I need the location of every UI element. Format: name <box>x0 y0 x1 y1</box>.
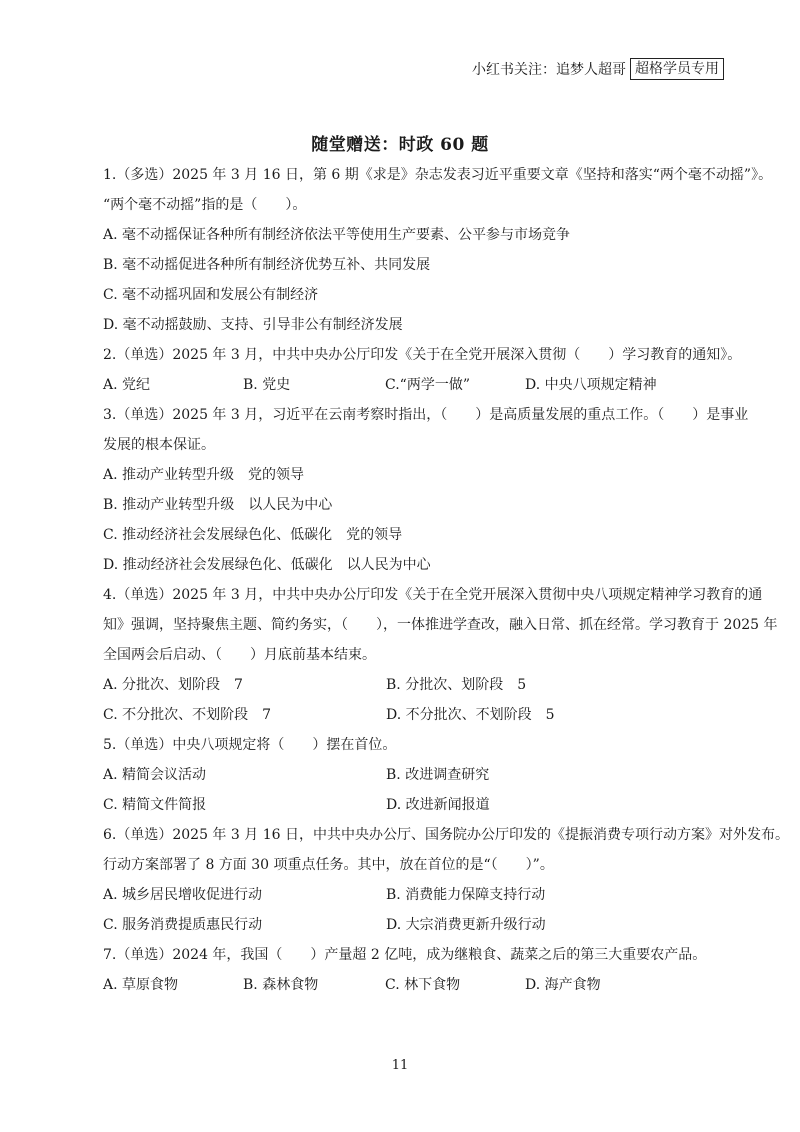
question-4 <box>103 580 778 730</box>
question-list <box>103 160 789 1000</box>
option: C. 毫不动摇巩固和发展公有制经济 <box>103 287 319 303</box>
option: B. 森林食物 <box>243 977 319 993</box>
option-row <box>103 910 723 940</box>
option: C. 精简文件简报 <box>103 797 207 813</box>
option: D. 推动经济社会发展绿色化、低碳化 以人民为中心 <box>103 557 431 573</box>
option: A. 毫不动摇保证各种所有制经济依法平等使用生产要素、公平参与市场竞争 <box>103 227 571 243</box>
option: D. 中央八项规定精神 <box>525 377 657 393</box>
option: A. 城乡居民增收促进行动 <box>103 887 263 903</box>
question-text: 5.（单选）中央八项规定将（ ）摆在首位。 <box>103 737 397 753</box>
option: D. 不分批次、不划阶段 5 <box>386 707 555 723</box>
option: D. 毫不动摇鼓励、支持、引导非公有制经济发展 <box>103 317 403 333</box>
option: C. 服务消费提质惠民行动 <box>103 917 263 933</box>
page-title: 随堂赠送：时政 60 题 <box>311 135 489 155</box>
question-5 <box>103 730 723 820</box>
option-row <box>103 700 723 730</box>
question-1 <box>103 160 773 340</box>
question-text: 1.（多选）2025 年 3 月 16 日，第 6 期《求是》杂志发表习近平重要文章《坚持和落实“两个毫不动摇”》。 <box>103 167 773 183</box>
option: A. 分批次、划阶段 7 <box>103 677 243 693</box>
option: C.“两学一做” <box>385 377 470 393</box>
question-text: 2.（单选）2025 年 3 月，中共中央办公厅印发《关于在全党开展深入贯彻（ ）学习教育的通知》。 <box>103 347 742 363</box>
option: D. 海产食物 <box>525 977 601 993</box>
option: D. 大宗消费更新升级行动 <box>386 917 546 933</box>
question-7 <box>103 940 723 1000</box>
question-2 <box>103 340 742 400</box>
option-row <box>103 760 723 790</box>
option: C. 林下食物 <box>385 977 461 993</box>
question-6 <box>103 820 789 940</box>
question-text: 3.（单选）2025 年 3 月，习近平在云南考察时指出，（ ）是高质量发展的重点工作。（ ）是事业 <box>103 407 749 423</box>
option: A. 精简会议活动 <box>103 767 207 783</box>
header-source: 小红书关注：追梦人超哥 <box>472 62 626 78</box>
page-header <box>472 58 724 80</box>
option: B. 党史 <box>243 377 291 393</box>
option: B. 毫不动摇促进各种所有制经济优势互补、共同发展 <box>103 257 431 273</box>
option-row <box>103 670 723 700</box>
option-row <box>103 880 723 910</box>
option-row <box>103 370 723 400</box>
question-text: 6.（单选）2025 年 3 月 16 日，中共中央办公厅、国务院办公厅印发的《提振消费专项行动方案》对外发布。 <box>103 827 789 843</box>
question-text: 7.（单选）2024 年，我国（ ）产量超 2 亿吨，成为继粮食、蔬菜之后的第三大重要农产品。 <box>103 947 707 963</box>
question-text: 发展的根本保证。 <box>103 437 215 453</box>
question-text: 知》强调，坚持聚焦主题、简约务实，（ ），一体推进学查改，融入日常、抓在经常。学习教育于 2025 年 <box>103 617 778 633</box>
question-3 <box>103 400 749 580</box>
page-number: 11 <box>391 1058 409 1073</box>
option: A. 推动产业转型升级 党的领导 <box>103 467 305 483</box>
option: B. 推动产业转型升级 以人民为中心 <box>103 497 333 513</box>
option: D. 改进新闻报道 <box>386 797 490 813</box>
option-row <box>103 790 723 820</box>
question-text: 行动方案部署了 8 方面 30 项重点任务。其中，放在首位的是“（ ）”。 <box>103 857 554 873</box>
option: A. 草原食物 <box>103 977 179 993</box>
question-text: “两个毫不动摇”指的是（ ）。 <box>103 197 307 213</box>
option: B. 改进调查研究 <box>386 767 490 783</box>
question-text: 全国两会后启动、（ ）月底前基本结束。 <box>103 647 376 663</box>
option-row <box>103 970 723 1000</box>
option: C. 推动经济社会发展绿色化、低碳化 党的领导 <box>103 527 403 543</box>
option: B. 分批次、划阶段 5 <box>386 677 527 693</box>
option: B. 消费能力保障支持行动 <box>386 887 546 903</box>
header-tag: 超格学员专用 <box>630 58 724 80</box>
question-text: 4.（单选）2025 年 3 月，中共中央办公厅印发《关于在全党开展深入贯彻中央八项规定精神学习教育的通 <box>103 587 763 603</box>
option: A. 党纪 <box>103 377 151 393</box>
option: C. 不分批次、不划阶段 7 <box>103 707 272 723</box>
